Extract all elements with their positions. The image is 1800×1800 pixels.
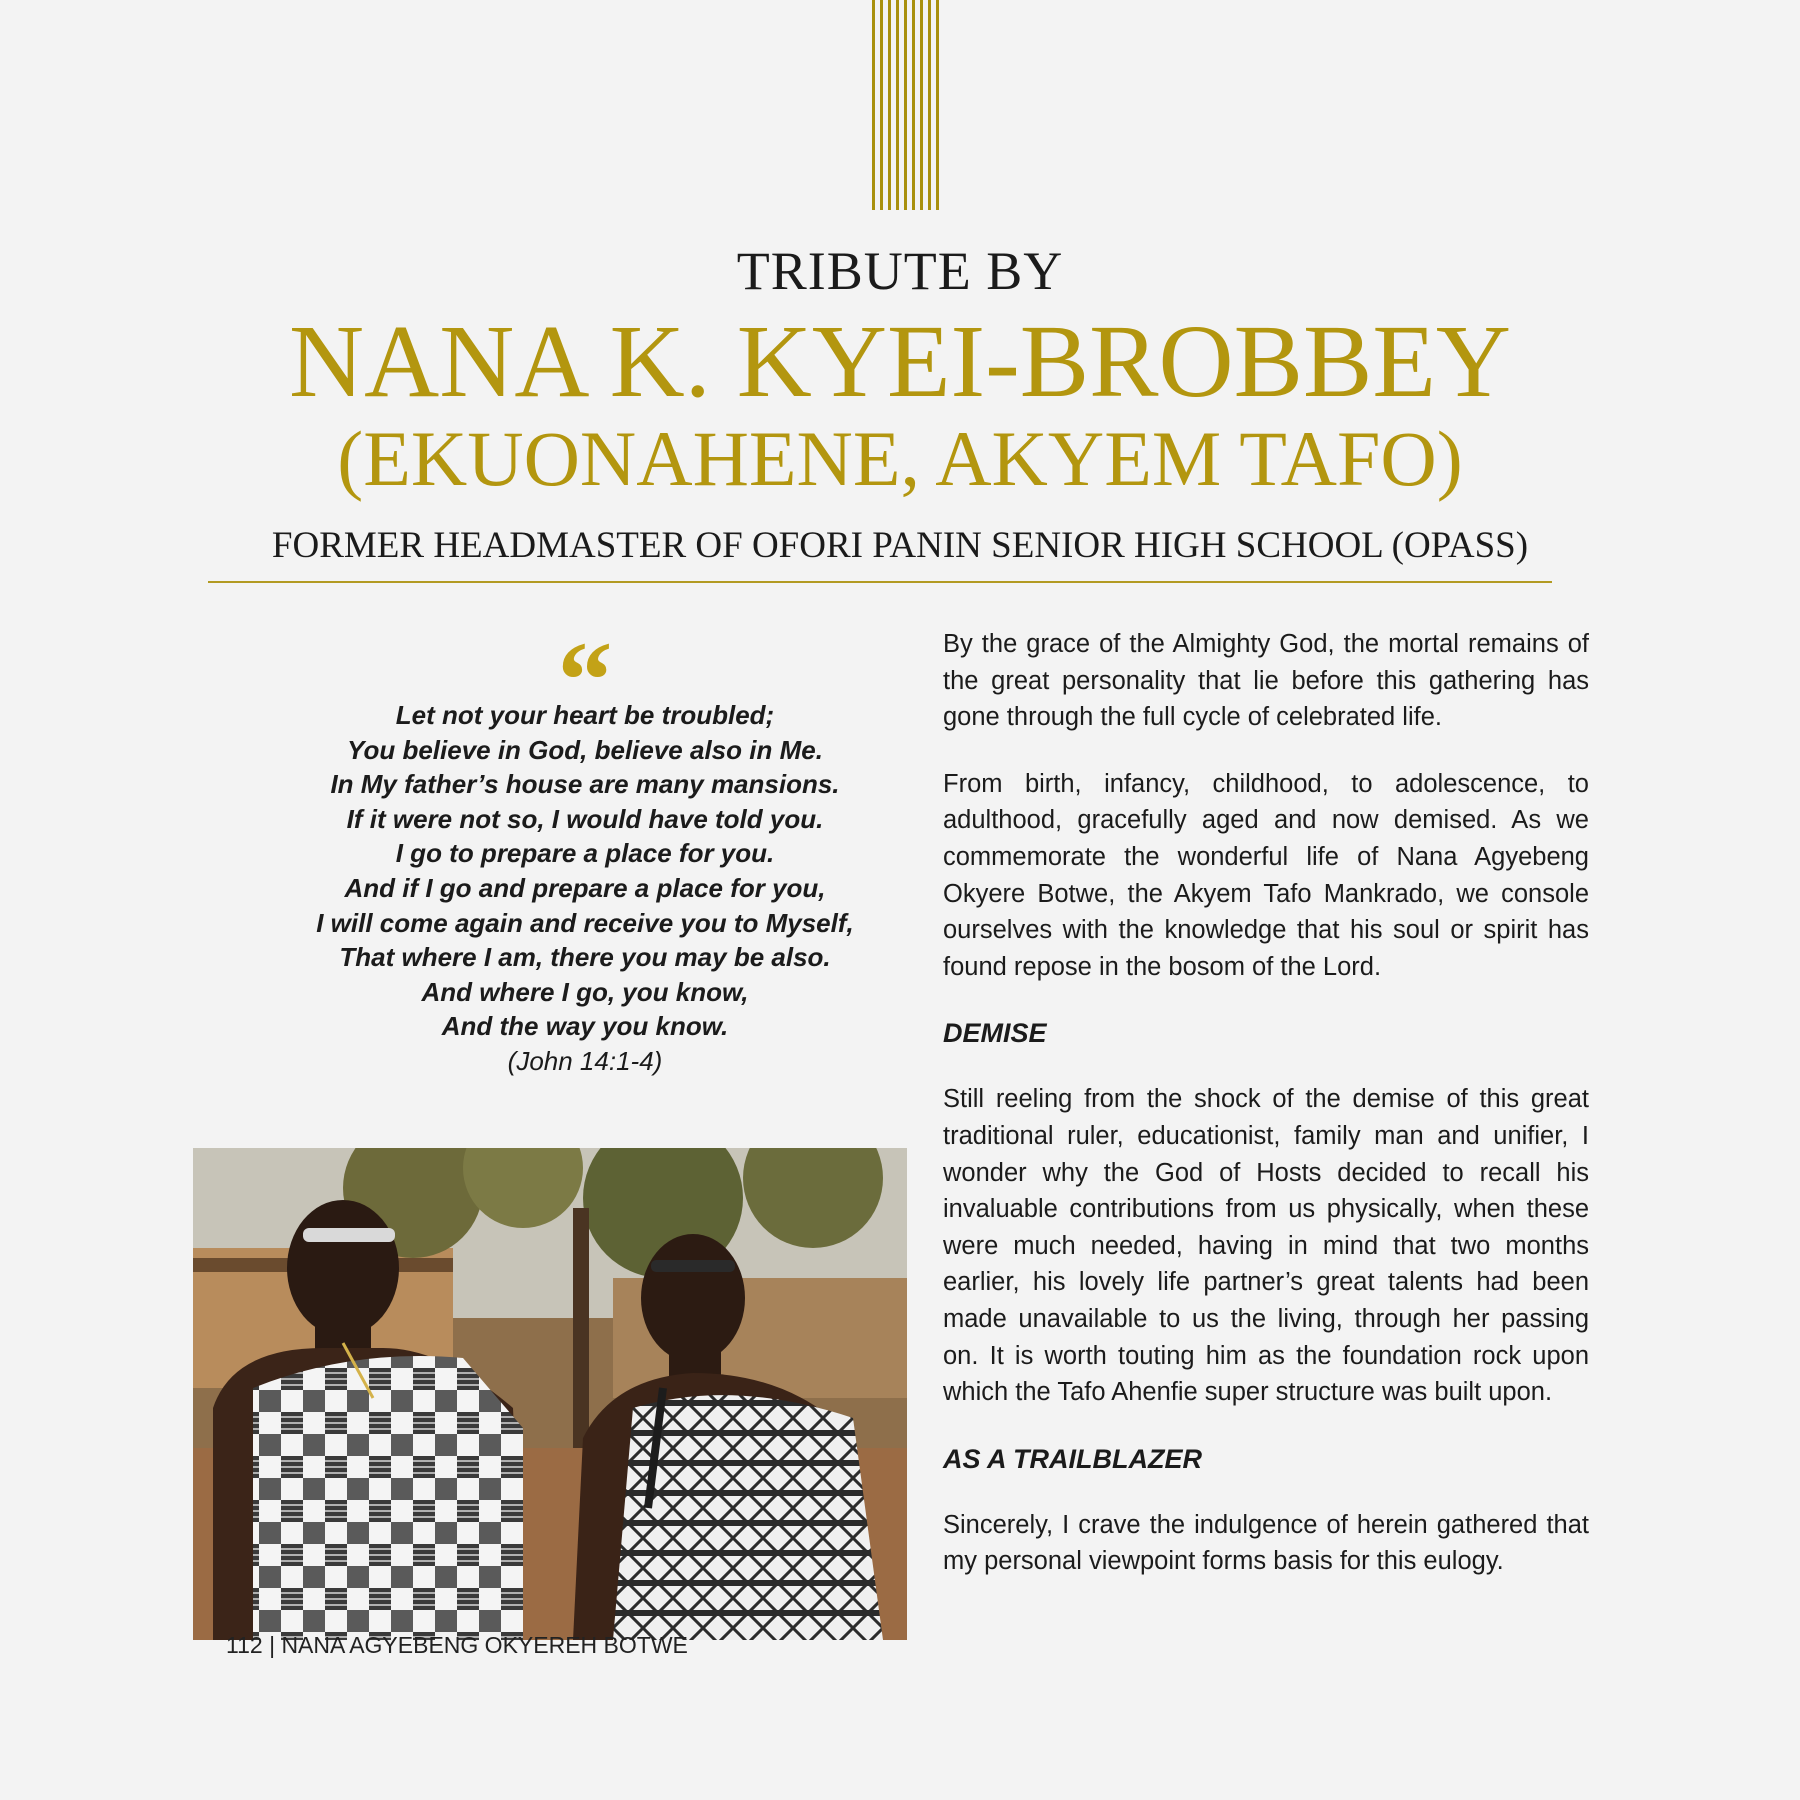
body-paragraph: Sincerely, I crave the indulgence of herein gathered that my personal viewpoint forms basis for this eulogy.	[943, 1510, 1589, 1576]
publication-title: NANA AGYEBENG OKYEREH BOTWE	[281, 1632, 688, 1658]
quote-mark-icon: “	[557, 619, 613, 741]
verse-line: And where I go, you know,	[421, 976, 749, 1007]
verse-line: I will come again and receive you to Myself,	[316, 907, 854, 938]
verse-line: And if I go and prepare a place for you,	[344, 872, 826, 903]
photo-two-chiefs-in-kente	[193, 1148, 907, 1640]
tribute-author-name: NANA K. KYEI-BROBBEY	[289, 304, 1511, 419]
page-number: 112	[226, 1632, 263, 1658]
section-heading-demise: DEMISE	[943, 1018, 1047, 1049]
tribute-header	[0, 240, 1800, 570]
verse-line: That where I am, there you may be also.	[339, 942, 831, 973]
tribute-by-label: TRIBUTE BY	[736, 241, 1064, 301]
verse-line: In My father’s house are many mansions.	[330, 769, 840, 800]
verse-line: And the way you know.	[441, 1011, 729, 1042]
verse-line: Let not your heart be troubled;	[395, 700, 775, 730]
scripture-quote	[190, 619, 980, 1079]
body-paragraph: Still reeling from the shock of the demise of this great traditional ruler, educationist, family man and unifier, I wonder why the God of Hosts decided to recall his invaluable contributions from us physically, when these were much needed, having in mind that two months earlier, his lovely life partner’s great talents had been made unavailable to us the living, through her passing on. It is worth touting him as the foundation rock upon which the Tafo Ahenfie super structure was built upon.	[943, 1085, 1589, 1407]
verse-line: I go to prepare a place for you.	[395, 838, 775, 869]
decorative-gold-lines	[872, 0, 944, 210]
verse-line: You believe in God, believe also in Me.	[347, 734, 823, 765]
header-divider	[208, 581, 1552, 583]
verse-reference: (John 14:1-4)	[507, 1045, 663, 1076]
body-paragraph: From birth, infancy, childhood, to adolescence, to adulthood, gracefully aged and now demised. As we commemorate the wonderful life of Nana Agyebeng Okyere Botwe, the Akyem Tafo Mankrado, we console ourselves with the knowledge that his soul or spirit has found repose in the bosom of the Lord.	[943, 769, 1589, 981]
footer-separator: |	[269, 1632, 276, 1658]
section-heading-trailblazer: AS A TRAILBLAZER	[943, 1443, 1202, 1474]
tribute-author-title: (EKUONAHENE, AKYEM TAFO)	[337, 415, 1463, 502]
tribute-author-role: FORMER HEADMASTER OF OFORI PANIN SENIOR HIGH SCHOOL (OPASS)	[271, 525, 1529, 566]
body-paragraph: By the grace of the Almighty God, the mortal remains of the great personality that lie before this gathering has gone through the full cycle of celebrated life.	[943, 630, 1589, 732]
tribute-body	[943, 626, 1589, 1610]
verse-line: If it were not so, I would have told you.	[346, 803, 824, 834]
page-footer	[226, 1632, 688, 1659]
